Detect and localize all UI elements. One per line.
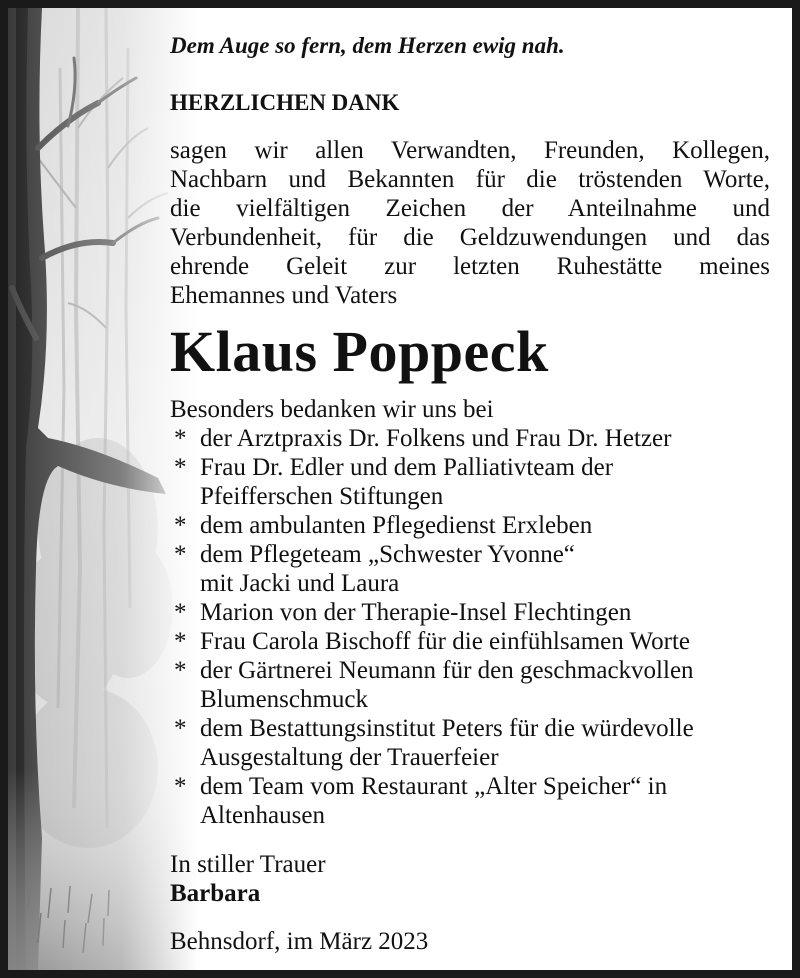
- list-item-line: dem Pflegeteam „Schwester Yvonne“: [200, 541, 575, 568]
- thanks-list: [170, 424, 770, 830]
- bullet-star-icon: *: [174, 628, 187, 655]
- list-item-line: mit Jacki und Laura: [200, 570, 400, 597]
- heading: HERZLICHEN DANK: [170, 90, 400, 115]
- bullet-star-icon: *: [174, 599, 187, 626]
- list-item-line: Blumenschmuck: [200, 686, 369, 713]
- list-item: [170, 453, 770, 511]
- list-item-line: Ausgestaltung der Trauerfeier: [200, 744, 499, 771]
- intro-line: Ehemannes und Vaters: [170, 282, 398, 309]
- bullet-star-icon: *: [174, 425, 187, 452]
- special-thanks-intro: Besonders bedanken wir uns bei: [170, 396, 494, 423]
- list-item: [170, 656, 770, 714]
- signer-name: Barbara: [170, 880, 261, 907]
- list-item: [170, 540, 770, 598]
- bullet-star-icon: *: [174, 454, 187, 481]
- list-item-line: Pfeifferschen Stiftungen: [200, 483, 444, 510]
- list-item-line: der Gärtnerei Neumann für den geschmackvollen: [200, 657, 694, 684]
- list-item: [170, 772, 770, 830]
- motto: Dem Auge so fern, dem Herzen ewig nah.: [170, 33, 565, 58]
- intro-line: sagen wir allen Verwandten, Freunden, Kollegen,: [170, 137, 770, 164]
- list-item-line: Frau Carola Bischoff für die einfühlsamen Worte: [200, 628, 690, 655]
- closing-phrase: In stiller Trauer: [170, 851, 326, 878]
- list-item-line: dem Bestattungsinstitut Peters für die würdevolle: [200, 715, 694, 742]
- list-item-line: dem ambulanten Pflegedienst Erxleben: [200, 512, 593, 539]
- bullet-star-icon: *: [174, 715, 187, 742]
- list-item-line: Altenhausen: [200, 802, 325, 829]
- bullet-star-icon: *: [174, 512, 187, 539]
- list-item-line: Frau Dr. Edler und dem Palliativteam der: [200, 454, 614, 481]
- intro-line: Nachbarn und Bekannten für die tröstenden Worte,: [170, 166, 770, 193]
- deceased-name: Klaus Poppeck: [170, 319, 549, 384]
- list-item: [170, 511, 770, 540]
- list-item-line: der Arztpraxis Dr. Folkens und Frau Dr. Hetzer: [200, 425, 672, 452]
- bullet-star-icon: *: [174, 773, 187, 800]
- intro-line: die vielfältigen Zeichen der Anteilnahme und: [170, 195, 770, 222]
- list-item-line: Marion von der Therapie-Insel Flechtingen: [200, 599, 632, 626]
- list-item: [170, 424, 770, 453]
- bullet-star-icon: *: [174, 657, 187, 684]
- list-item: [170, 598, 770, 627]
- bullet-star-icon: *: [174, 541, 187, 568]
- place-and-date: Behnsdorf, im März 2023: [170, 928, 429, 955]
- intro-line: Verbundenheit, für die Geldzuwendungen und das: [170, 224, 770, 251]
- intro-line: ehrende Geleit zur letzten Ruhestätte meines: [170, 253, 770, 280]
- intro-text: [170, 136, 770, 310]
- list-item-line: dem Team vom Restaurant „Alter Speicher“ in: [200, 773, 668, 800]
- list-item: [170, 627, 770, 656]
- list-item: [170, 714, 770, 772]
